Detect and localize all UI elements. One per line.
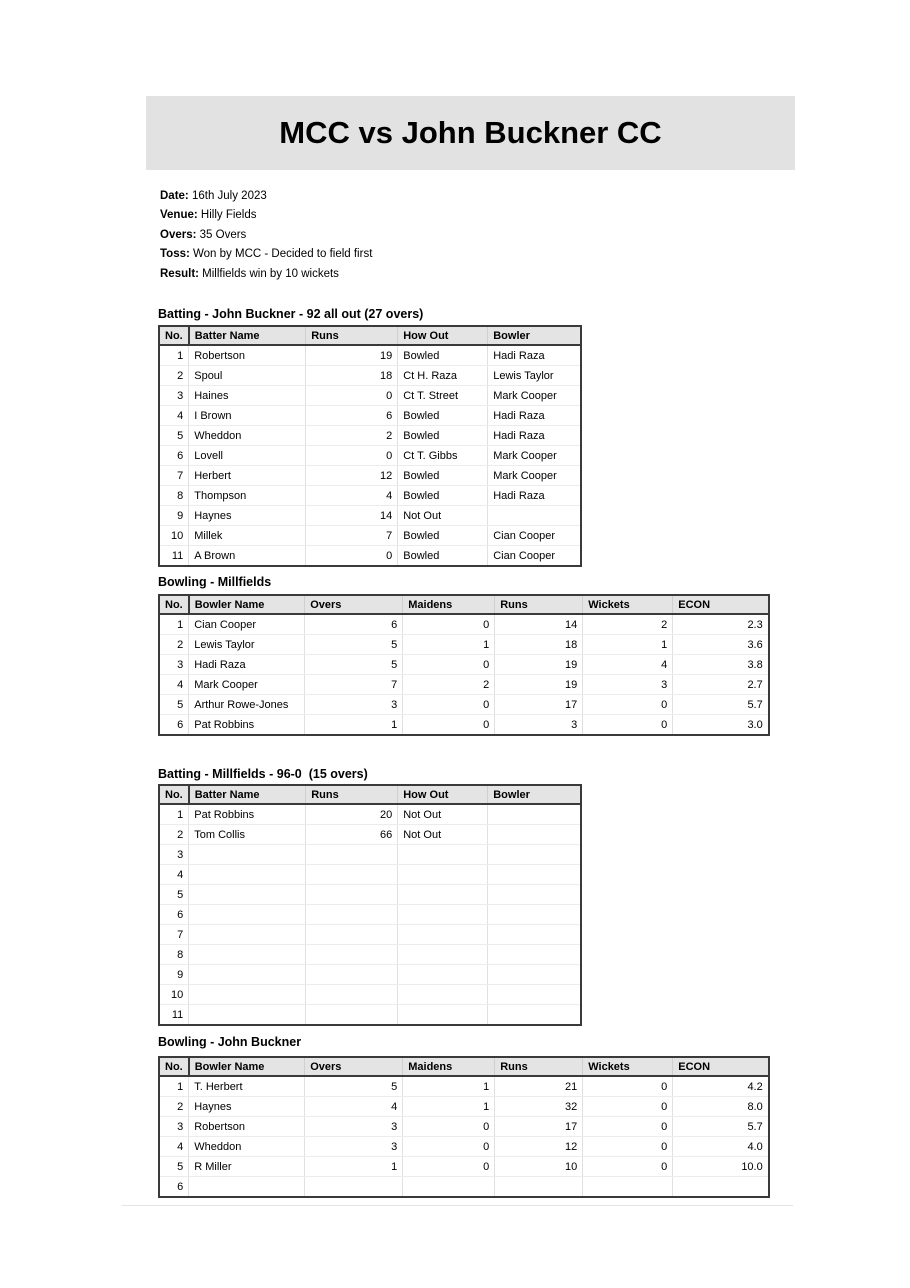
column-header: Wickets [583,595,673,614]
table-cell [306,985,398,1005]
bowling-table-john-buckner [158,1056,770,1198]
table-cell: 3 [305,695,403,715]
table-cell [306,905,398,925]
table-cell: 1 [159,804,189,825]
table-cell: Thompson [189,486,306,506]
table-cell: 0 [306,386,398,406]
table-cell [306,1005,398,1026]
table-cell [189,865,306,885]
table-cell: 0 [583,1117,673,1137]
table-cell: 0 [403,715,495,736]
column-header: No. [159,785,189,804]
table-cell: 2 [306,426,398,446]
table-cell: 0 [403,655,495,675]
table-cell: Cian Cooper [189,614,305,635]
match-info-label: Date: [160,190,192,202]
table-cell [189,965,306,985]
table-row [159,925,581,945]
table-cell: 6 [306,406,398,426]
table-cell: 6 [159,446,189,466]
table-cell: Ct T. Street [398,386,488,406]
table-cell: 0 [583,695,673,715]
match-info-value: Millfields win by 10 wickets [202,267,339,280]
table-cell: T. Herbert [189,1076,305,1097]
table-cell: 66 [306,825,398,845]
table-cell: Mark Cooper [488,446,581,466]
table-row [159,715,769,736]
table-cell: Haynes [189,506,306,526]
table-cell: 19 [495,655,583,675]
column-header: Bowler Name [189,1057,305,1076]
table-cell: Bowled [398,546,488,567]
column-header: Maidens [403,1057,495,1076]
table-row [159,506,581,526]
table-cell [398,885,488,905]
column-header: ECON [673,595,769,614]
table-cell: 10.0 [673,1157,769,1177]
table-cell: Lewis Taylor [189,635,305,655]
table-row [159,614,769,635]
table-row [159,845,581,865]
table-cell: 0 [403,695,495,715]
table-row [159,945,581,965]
column-header: ECON [673,1057,769,1076]
table-cell: 6 [305,614,403,635]
table-cell: 10 [159,526,189,546]
table-cell: Pat Robbins [189,804,306,825]
table-cell: 4 [159,675,189,695]
table-row [159,345,581,366]
table-cell [398,865,488,885]
table-cell [488,825,581,845]
column-header: Batter Name [189,326,306,345]
table-cell: Haines [189,386,306,406]
table-header-row [159,785,581,804]
column-header: Overs [305,595,403,614]
table-cell: 2 [159,1097,189,1117]
table-cell [305,1177,403,1198]
table-cell: 0 [403,1157,495,1177]
table-cell: 1 [305,1157,403,1177]
table-cell [398,845,488,865]
table-row [159,426,581,446]
table-cell [398,925,488,945]
table-cell: Wheddon [189,426,306,446]
table-cell: Not Out [398,825,488,845]
table-cell: 3.8 [673,655,769,675]
table-cell [488,965,581,985]
table-cell: 6 [159,715,189,736]
table-cell: 10 [495,1157,583,1177]
table-cell: Bowled [398,345,488,366]
column-header: No. [159,326,189,345]
column-header: How Out [398,326,488,345]
table-cell: Robertson [189,345,306,366]
table-cell: 19 [495,675,583,695]
table-cell: 6 [159,1177,189,1198]
table-cell: 7 [306,526,398,546]
table-cell: 0 [583,1137,673,1157]
table-cell: 4 [159,1137,189,1157]
section-title-batting-john-buckner: Batting - John Buckner - 92 all out (27 overs) [158,307,424,321]
table-cell: 0 [306,546,398,567]
table-cell: Ct H. Raza [398,366,488,386]
table-cell [488,885,581,905]
section-title-batting-millfields: Batting - Millfields - 96-0 (15 overs) [158,767,368,781]
table-row [159,1076,769,1097]
table-cell: 4.2 [673,1076,769,1097]
match-info-label: Toss: [160,248,194,261]
table-cell: 2 [159,825,189,845]
section-title-bowling-john-buckner: Bowling - John Buckner [158,1035,302,1049]
table-cell: Lewis Taylor [488,366,581,386]
table-cell [488,865,581,885]
column-header: Maidens [403,595,495,614]
table-cell: 0 [583,715,673,736]
table-row [159,905,581,925]
table-cell [189,1005,306,1026]
table-cell: 0 [403,1117,495,1137]
table-cell: 7 [305,675,403,695]
table-cell: Haynes [189,1097,305,1117]
table-cell: Wheddon [189,1137,305,1157]
table-cell: 3 [495,715,583,736]
batting-table-millfields [158,784,582,1026]
table-cell [398,1005,488,1026]
table-cell: 18 [495,635,583,655]
table-row [159,366,581,386]
match-info-label: Venue: [160,209,201,222]
table-cell [189,985,306,1005]
table-cell: 4 [159,865,189,885]
table-cell: 2.7 [673,675,769,695]
match-info-value: Won by MCC - Decided to field first [193,248,373,261]
table-cell: Not Out [398,506,488,526]
table-cell [488,945,581,965]
table-cell: Herbert [189,466,306,486]
table-cell [495,1177,583,1198]
table-cell: 5 [159,426,189,446]
table-cell: 3.6 [673,635,769,655]
column-header: Bowler [488,785,581,804]
table-cell: 12 [495,1137,583,1157]
table-cell: 3 [159,1117,189,1137]
table-cell [488,1005,581,1026]
table-cell [189,945,306,965]
table-cell: 4 [583,655,673,675]
match-info-value: 35 Overs [199,228,247,241]
match-info-label: Overs: [160,228,200,241]
table-cell: 2 [583,614,673,635]
table-cell: Pat Robbins [189,715,305,736]
table-cell: 4 [159,406,189,426]
table-cell: 5.7 [673,695,769,715]
table-cell: 3 [305,1137,403,1157]
table-cell: 21 [495,1076,583,1097]
table-cell: 3 [159,845,189,865]
table-cell [306,945,398,965]
table-cell: 5 [305,1076,403,1097]
table-cell [488,905,581,925]
table-row [159,985,581,1005]
table-cell: 1 [159,614,189,635]
table-cell: 1 [159,1076,189,1097]
bowling-table-millfields [158,594,770,736]
table-cell: 10 [159,985,189,1005]
table-cell [403,1177,495,1198]
table-cell: 0 [306,446,398,466]
table-row [159,486,581,506]
table-cell: 2 [159,635,189,655]
table-cell [189,845,306,865]
table-row [159,386,581,406]
table-row [159,885,581,905]
table-cell [306,845,398,865]
match-info-line [160,206,700,225]
column-header: Bowler [488,326,581,345]
table-cell [398,985,488,1005]
column-header: No. [159,1057,189,1076]
table-row [159,1137,769,1157]
table-row [159,695,769,715]
column-header: Runs [306,785,398,804]
table-cell: 8 [159,486,189,506]
match-title-banner [146,96,795,170]
table-row [159,1157,769,1177]
table-row [159,965,581,985]
table-cell: 3 [159,386,189,406]
table-cell [488,925,581,945]
table-cell: Robertson [189,1117,305,1137]
table-header-row [159,1057,769,1076]
table-cell: 14 [495,614,583,635]
table-cell: 3.0 [747,718,763,731]
table-cell: Bowled [398,466,488,486]
table-header-row [159,326,581,345]
table-cell: 1 [305,715,403,736]
table-cell [306,865,398,885]
table-cell: 0 [583,1076,673,1097]
table-cell: Cian Cooper [488,526,581,546]
match-info-value: 16th July 2023 [191,190,267,202]
column-header: Bowler Name [189,595,305,614]
table-row [159,804,581,825]
table-cell: 14 [306,506,398,526]
table-cell: 5.7 [673,1117,769,1137]
table-cell: 18 [306,366,398,386]
table-cell: 5 [159,695,189,715]
table-cell: Bowled [398,426,488,446]
table-cell: Bowled [398,486,488,506]
column-header: Runs [306,326,398,345]
table-cell [583,1177,673,1198]
table-cell: Lovell [189,446,306,466]
table-cell: Cian Cooper [493,549,555,562]
table-cell: Ct T. Gibbs [398,446,488,466]
table-cell: R Miller [189,1157,305,1177]
table-row [159,825,581,845]
table-row [159,655,769,675]
table-cell: 9 [159,965,189,985]
table-cell [488,985,581,1005]
table-cell: Hadi Raza [189,655,305,675]
table-cell [488,804,581,825]
table-cell [398,945,488,965]
table-cell: 1 [583,635,673,655]
table-cell [306,885,398,905]
section-title-bowling-millfields: Bowling - Millfields [158,575,272,589]
table-cell: 19 [306,345,398,366]
table-cell: 32 [495,1097,583,1117]
table-cell: A Brown [189,546,306,567]
table-cell: 3 [159,655,189,675]
column-header: Wickets [583,1057,673,1076]
table-cell: Hadi Raza [488,426,581,446]
page-bottom-divider [122,1205,793,1206]
match-info-line [160,265,700,284]
column-header: How Out [398,785,488,804]
table-cell: 4 [305,1097,403,1117]
table-cell: 3 [305,1117,403,1137]
table-cell: 2.3 [673,614,769,635]
column-header: Batter Name [189,785,306,804]
table-row [159,1097,769,1117]
table-row [159,1117,769,1137]
table-row [159,406,581,426]
table-cell [306,925,398,945]
column-header: Runs [495,595,583,614]
table-row [159,1005,581,1026]
table-cell: 7 [159,925,189,945]
column-header: Runs [495,1057,583,1076]
table-cell: 17 [495,695,583,715]
match-info-line [160,245,700,264]
table-cell [673,1177,769,1198]
table-cell: 2 [403,675,495,695]
table-cell [488,506,581,526]
table-cell: 2 [159,366,189,386]
table-cell: 1 [403,1076,495,1097]
table-cell: 0 [583,1157,673,1177]
table-cell: I Brown [189,406,306,426]
column-header: No. [159,595,189,614]
table-cell: Arthur Rowe-Jones [189,695,305,715]
table-row [159,635,769,655]
table-row [159,675,769,695]
table-row [159,1177,769,1198]
table-cell: Spoul [189,366,306,386]
table-cell: 1 [403,635,495,655]
table-cell [488,845,581,865]
table-cell [398,965,488,985]
table-cell: Mark Cooper [189,675,305,695]
table-cell: 0 [403,1137,495,1157]
batting-table-john-buckner [158,325,582,567]
table-cell: 8.0 [673,1097,769,1117]
page-title: MCC vs John Buckner CC [279,115,662,150]
table-cell: 17 [495,1117,583,1137]
table-row [159,446,581,466]
table-cell: Bowled [398,526,488,546]
table-header-row [159,595,769,614]
table-cell: 5 [159,885,189,905]
table-cell: Hadi Raza [488,406,581,426]
table-cell [398,905,488,925]
table-cell: 0 [403,614,495,635]
table-cell: Hadi Raza [488,486,581,506]
table-cell: Millek [189,526,306,546]
table-cell [189,885,306,905]
table-row [159,526,581,546]
table-cell: 8 [159,945,189,965]
table-row [159,466,581,486]
table-cell: 12 [306,466,398,486]
table-cell: Hadi Raza [488,345,581,366]
table-cell: 0 [583,1097,673,1117]
table-cell: 6 [159,905,189,925]
table-cell: Tom Collis [189,825,306,845]
table-cell: 3 [583,675,673,695]
table-cell: 1 [403,1097,495,1117]
table-cell: 11 [159,1005,189,1026]
table-cell: 7 [159,466,189,486]
match-info-line [160,226,700,245]
table-cell: 4.0 [673,1137,769,1157]
table-cell: Not Out [398,804,488,825]
match-info-value: Hilly Fields [200,209,257,222]
match-info-label: Result: [160,267,203,280]
table-cell: Mark Cooper [488,466,581,486]
table-cell: Bowled [398,406,488,426]
column-header: Overs [305,1057,403,1076]
table-cell: 5 [305,635,403,655]
table-cell: 1 [159,345,189,366]
table-cell: 9 [159,506,189,526]
table-cell: Mark Cooper [488,386,581,406]
table-cell: 11 [159,546,189,567]
table-cell [189,1177,305,1198]
table-cell [189,925,306,945]
match-info [160,187,700,284]
table-cell [306,965,398,985]
table-cell: 20 [306,804,398,825]
table-row [159,865,581,885]
table-cell: 5 [159,1157,189,1177]
table-row [159,546,581,567]
table-cell [189,905,306,925]
match-info-line [160,187,700,206]
table-cell: 4 [306,486,398,506]
table-cell: 5 [305,655,403,675]
